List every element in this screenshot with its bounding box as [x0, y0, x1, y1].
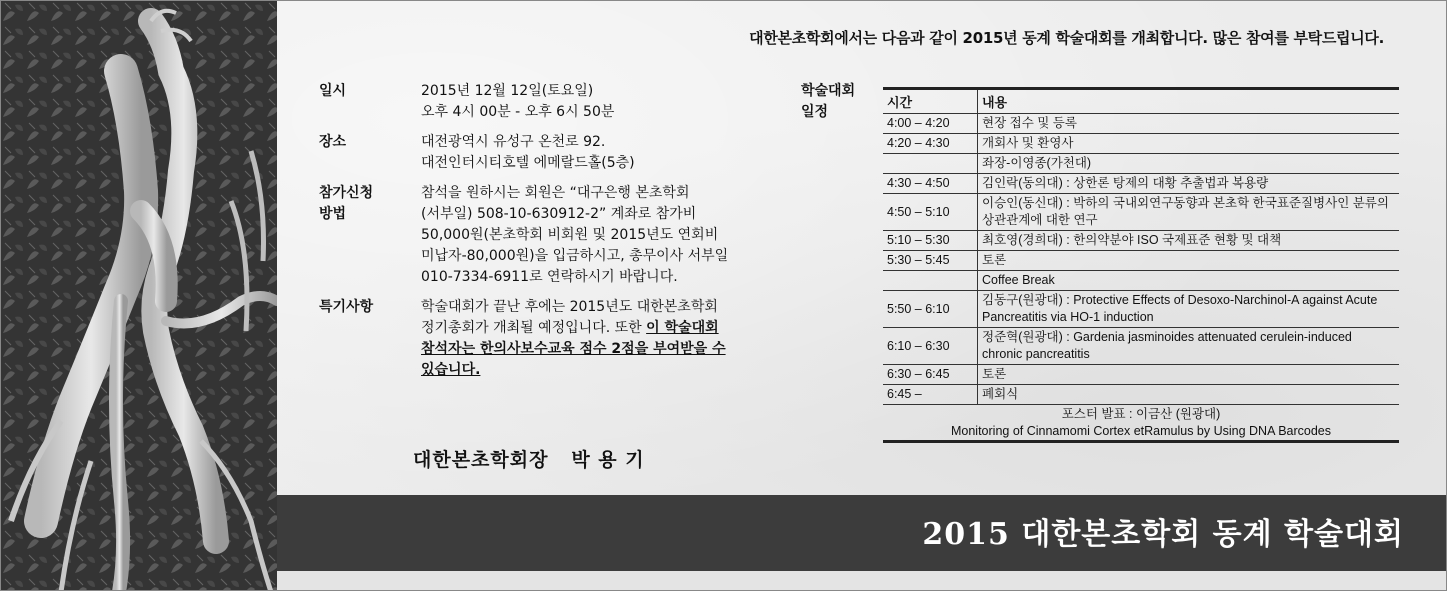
- schedule-row: [883, 231, 1399, 251]
- schedule-row: [883, 251, 1399, 271]
- info-value: 50,000원(본초학회 비회원 및 2015년도 연회비: [421, 227, 719, 243]
- schedule-time: 5:10 – 5:30: [883, 231, 978, 251]
- poster-presentation: [883, 405, 1399, 443]
- schedule-time: 5:50 – 6:10: [883, 291, 978, 328]
- president-signature: 대한본초학회장 박 용 기: [413, 449, 645, 471]
- schedule-content: 현장 접수 및 등록: [978, 114, 1400, 134]
- schedule-row: [883, 194, 1399, 231]
- col-header-content: 내용: [978, 89, 1400, 114]
- info-value: 정기총회가 개최될 예정입니다. 또한 이 학술대회: [421, 320, 719, 336]
- schedule-content: 정준혁(원광대) : Gardenia jasminoides attenuated cerulein-induced chronic pancreatitis: [978, 328, 1400, 365]
- info-value: 대전광역시 유성구 온천로 92.: [421, 134, 606, 150]
- schedule-content: Coffee Break: [978, 271, 1400, 291]
- intro-text: 대한본초학회에서는 다음과 같이 2015년 동계 학술대회를 개최합니다. 많은 참여를 부탁드립니다.: [749, 29, 1384, 47]
- info-row-venue: [319, 132, 779, 174]
- schedule-time: 4:50 – 5:10: [883, 194, 978, 231]
- poster-presenter: 포스터 발표 : 이금산 (원광대): [1061, 407, 1221, 421]
- ginseng-root-icon: [1, 1, 277, 591]
- schedule-row: [883, 154, 1399, 174]
- schedule-row: [883, 365, 1399, 385]
- info-value: 오후 4시 00분 - 오후 6시 50분: [421, 104, 615, 120]
- schedule-content: 토론: [978, 251, 1400, 271]
- banner-title: 2015 대한본초학회 동계 학술대회: [922, 517, 1404, 552]
- schedule-content: 개회사 및 환영사: [978, 134, 1400, 154]
- schedule-row: [883, 328, 1399, 365]
- info-value: 010-7334-6911로 연락하시기 바랍니다.: [421, 269, 678, 285]
- info-label: 참가신청 방법: [319, 185, 374, 222]
- info-row-special: [319, 297, 779, 381]
- info-value: 참석을 원하시는 회원은 “대구은행 본초학회: [421, 185, 690, 201]
- info-value: 2015년 12월 12일(토요일): [421, 83, 594, 99]
- highlight-text: 있습니다.: [421, 362, 481, 378]
- schedule-header-row: [883, 89, 1399, 114]
- highlight-text: 참석자는 한의사보수교육 점수 2점을 부여받을 수: [421, 341, 726, 357]
- schedule-content: 김인락(동의대) : 상한론 탕제의 대황 추출법과 복용량: [978, 174, 1400, 194]
- schedule-content: 최호영(경희대) : 한의약분야 ISO 국제표준 현황 및 대책: [978, 231, 1400, 251]
- bottom-strip: [277, 571, 1447, 591]
- schedule-content: 김동구(원광대) : Protective Effects of Desoxo-Narchinol-A against Acute Pancreatitis via HO-1 induction: [978, 291, 1400, 328]
- info-label: 특기사항: [319, 299, 374, 315]
- schedule-content: 폐회식: [978, 385, 1400, 405]
- schedule-content: 이승인(동신대) : 박하의 국내외연구동향과 본초학 한국표준질병사인 분류의 상관관계에 대한 연구: [978, 194, 1400, 231]
- info-row-date: [319, 81, 779, 123]
- highlight-text: 이 학술대회: [646, 320, 719, 336]
- schedule-row: [883, 114, 1399, 134]
- info-label: 장소: [319, 134, 347, 150]
- info-row-registration: [319, 183, 779, 288]
- info-value: (서부일) 508-10-630912-2” 계좌로 참가비: [421, 206, 697, 222]
- schedule-time: 6:30 – 6:45: [883, 365, 978, 385]
- poster-title: Monitoring of Cinnamomi Cortex etRamulus by Using DNA Barcodes: [950, 424, 1332, 438]
- schedule-row: [883, 385, 1399, 405]
- schedule-row: [883, 291, 1399, 328]
- schedule-time: 4:00 – 4:20: [883, 114, 978, 134]
- schedule-time: 6:45 –: [883, 385, 978, 405]
- schedule-label: 학술대회 일정: [801, 83, 856, 120]
- info-value: 미납자-80,000원)을 입금하시고, 총무이사 서부일: [421, 248, 729, 264]
- event-info: [319, 81, 779, 390]
- schedule-time: 4:20 – 4:30: [883, 134, 978, 154]
- schedule-table: [883, 87, 1399, 443]
- info-value: 학술대회가 끝난 후에는 2015년도 대한본초학회: [421, 299, 718, 315]
- schedule-time: [883, 154, 978, 174]
- info-label: 일시: [319, 83, 347, 99]
- schedule-row: [883, 134, 1399, 154]
- col-header-time: 시간: [883, 89, 978, 114]
- schedule-time: 4:30 – 4:50: [883, 174, 978, 194]
- schedule-content: 토론: [978, 365, 1400, 385]
- schedule-row: [883, 271, 1399, 291]
- ginseng-photo: [1, 1, 277, 591]
- schedule-time: 6:10 – 6:30: [883, 328, 978, 365]
- schedule-time: 5:30 – 5:45: [883, 251, 978, 271]
- schedule-content: 좌장-이영종(가천대): [978, 154, 1400, 174]
- info-value: 대전인터시티호텔 에메랄드홀(5층): [421, 155, 635, 171]
- title-banner: [277, 495, 1447, 571]
- schedule-row: [883, 174, 1399, 194]
- schedule-time: [883, 271, 978, 291]
